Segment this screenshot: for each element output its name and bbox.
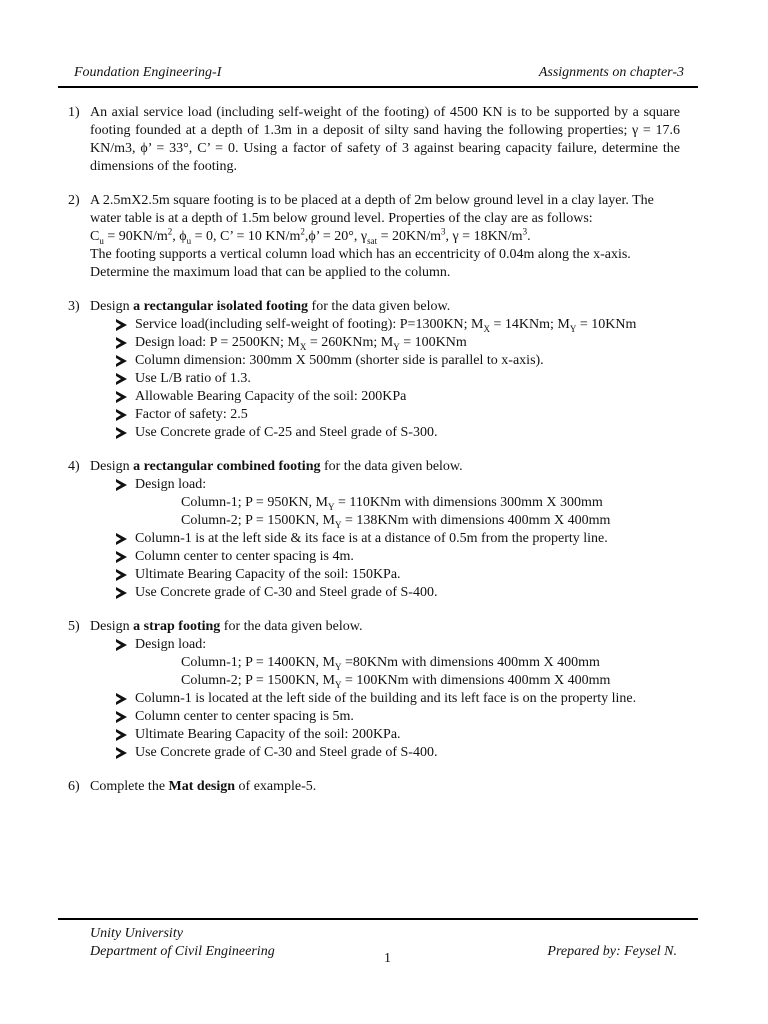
question-number: 2) xyxy=(68,193,80,208)
question-number: 3) xyxy=(68,299,80,314)
arrow-bullet-icon xyxy=(116,337,127,349)
column-1-load: Column-1; P = 1400KN, $M_Y =80KNm$ with dimensions 400mm X 400mm xyxy=(181,655,600,672)
arrow-bullet-icon xyxy=(116,391,127,403)
list-item: Column-1 is located at the left side of the building and its left face is on the property line. xyxy=(116,690,680,708)
question-5 xyxy=(68,618,680,762)
list-item: Design load: xyxy=(116,476,680,494)
arrow-bullet-icon xyxy=(116,693,127,705)
list-item: Design load: P = 2500KN; $M_X = 260KNm$; $M_Y = 100KNm$ xyxy=(116,334,680,352)
question-number: 4) xyxy=(68,459,80,474)
arrow-bullet-icon xyxy=(116,729,127,741)
question-text: A 2.5mX2.5m square footing is to be placed at a depth of 2m below ground level in a clay layer. The water table is at a depth of 1.5m below ground level. Properties of the clay are as follows: xyxy=(90,193,654,226)
question-text: Complete the Mat design of example-5. xyxy=(90,779,317,794)
question-text: An axial service load (including self-weight of the footing) of 4500 KN is to be supported by a square footing founded at a depth of 1.3m in a deposit of silty sand having the following properties; γ = 17.6 KN/m3, ϕ’ = 33°, C’ = 0. Using a factor of safety of 3 against bearing capacity failure, determine the dimensions of the footing. xyxy=(90,105,680,174)
arrow-bullet-icon xyxy=(116,409,127,421)
list-item: Column dimension: 300mm X 500mm (shorter side is parallel to x-axis). xyxy=(116,352,680,370)
page-number: 1 xyxy=(384,951,391,966)
question-number: 1) xyxy=(68,105,80,120)
bullet-list xyxy=(90,636,680,654)
arrow-bullet-icon xyxy=(116,551,127,563)
arrow-bullet-icon xyxy=(116,427,127,439)
question-3 xyxy=(68,298,680,442)
course-title: Foundation Engineering-I xyxy=(74,65,222,80)
list-item: Use Concrete grade of C-30 and Steel grade of S-400. xyxy=(116,744,680,762)
clay-properties: $C_u = 90KN/m^2$, $\phi_u = 0$, C’ = 10 $KN/m^2,\phi$’ = 20°, $\gamma_{sat} = 20KN/m^3$, $\gamma = 18KN/m^3$. xyxy=(90,226,531,246)
bullet-list xyxy=(90,476,680,494)
arrow-bullet-icon xyxy=(116,533,127,545)
prepared-by: Prepared by: Feysel N. xyxy=(547,944,677,959)
list-item: Factor of safety: 2.5 xyxy=(116,406,680,424)
list-item: Service load(including self-weight of footing): P=1300KN; $M_X = 14KNm$; $M_Y = 10KNm$ xyxy=(116,316,680,334)
question-number: 5) xyxy=(68,619,80,634)
arrow-bullet-icon xyxy=(116,587,127,599)
column-2-load: Column-2; P = 1500KN, $M_Y = 100KNm$ with dimensions 400mm X 400mm xyxy=(181,673,611,690)
bullet-list xyxy=(90,316,680,442)
bullet-list xyxy=(90,690,680,762)
question-text: The footing supports a vertical column load which has an eccentricity of 0.04m along the x-axis. Determine the maximum load that can be applied to the column. xyxy=(90,247,631,280)
arrow-bullet-icon xyxy=(116,373,127,385)
question-number: 6) xyxy=(68,779,80,794)
question-6 xyxy=(68,778,680,796)
assignment-title: Assignments on chapter-3 xyxy=(538,65,684,80)
list-item: Ultimate Bearing Capacity of the soil: 150KPa. xyxy=(116,566,680,584)
list-item: Design load: xyxy=(116,636,680,654)
bullet-list xyxy=(90,530,680,602)
list-item: Ultimate Bearing Capacity of the soil: 200KPa. xyxy=(116,726,680,744)
arrow-bullet-icon xyxy=(116,711,127,723)
arrow-bullet-icon xyxy=(116,479,127,491)
arrow-bullet-icon xyxy=(116,569,127,581)
list-item: Column center to center spacing is 4m. xyxy=(116,548,680,566)
arrow-bullet-icon xyxy=(116,747,127,759)
list-item: Allowable Bearing Capacity of the soil: 200KPa xyxy=(116,388,680,406)
list-item: Use L/B ratio of 1.3. xyxy=(116,370,680,388)
arrow-bullet-icon xyxy=(116,319,127,331)
university-name: Unity University xyxy=(90,926,183,941)
column-2-load: Column-2; P = 1500KN, $M_Y = 138KNm$ with dimensions 400mm X 400mm xyxy=(181,513,611,530)
list-item: Use Concrete grade of C-30 and Steel grade of S-400. xyxy=(116,584,680,602)
header-rule xyxy=(58,86,698,88)
question-intro: Design a strap footing for the data given below. xyxy=(90,619,363,634)
arrow-bullet-icon xyxy=(116,355,127,367)
question-4 xyxy=(68,458,680,602)
list-item: Column-1 is at the left side & its face is at a distance of 0.5m from the property line. xyxy=(116,530,680,548)
arrow-bullet-icon xyxy=(116,639,127,651)
assignment-content xyxy=(68,104,680,796)
list-item: Use Concrete grade of C-25 and Steel grade of S-300. xyxy=(116,424,680,442)
question-intro: Design a rectangular isolated footing for the data given below. xyxy=(90,299,451,314)
footer-rule xyxy=(58,918,698,920)
question-2 xyxy=(68,192,680,282)
question-intro: Design a rectangular combined footing for the data given below. xyxy=(90,459,463,474)
list-item: Column center to center spacing is 5m. xyxy=(116,708,680,726)
department-name: Department of Civil Engineering xyxy=(90,944,275,959)
column-1-load: Column-1; P = 950KN, $M_Y = 110KNm$ with dimensions 300mm X 300mm xyxy=(181,495,603,512)
question-1 xyxy=(68,104,680,176)
